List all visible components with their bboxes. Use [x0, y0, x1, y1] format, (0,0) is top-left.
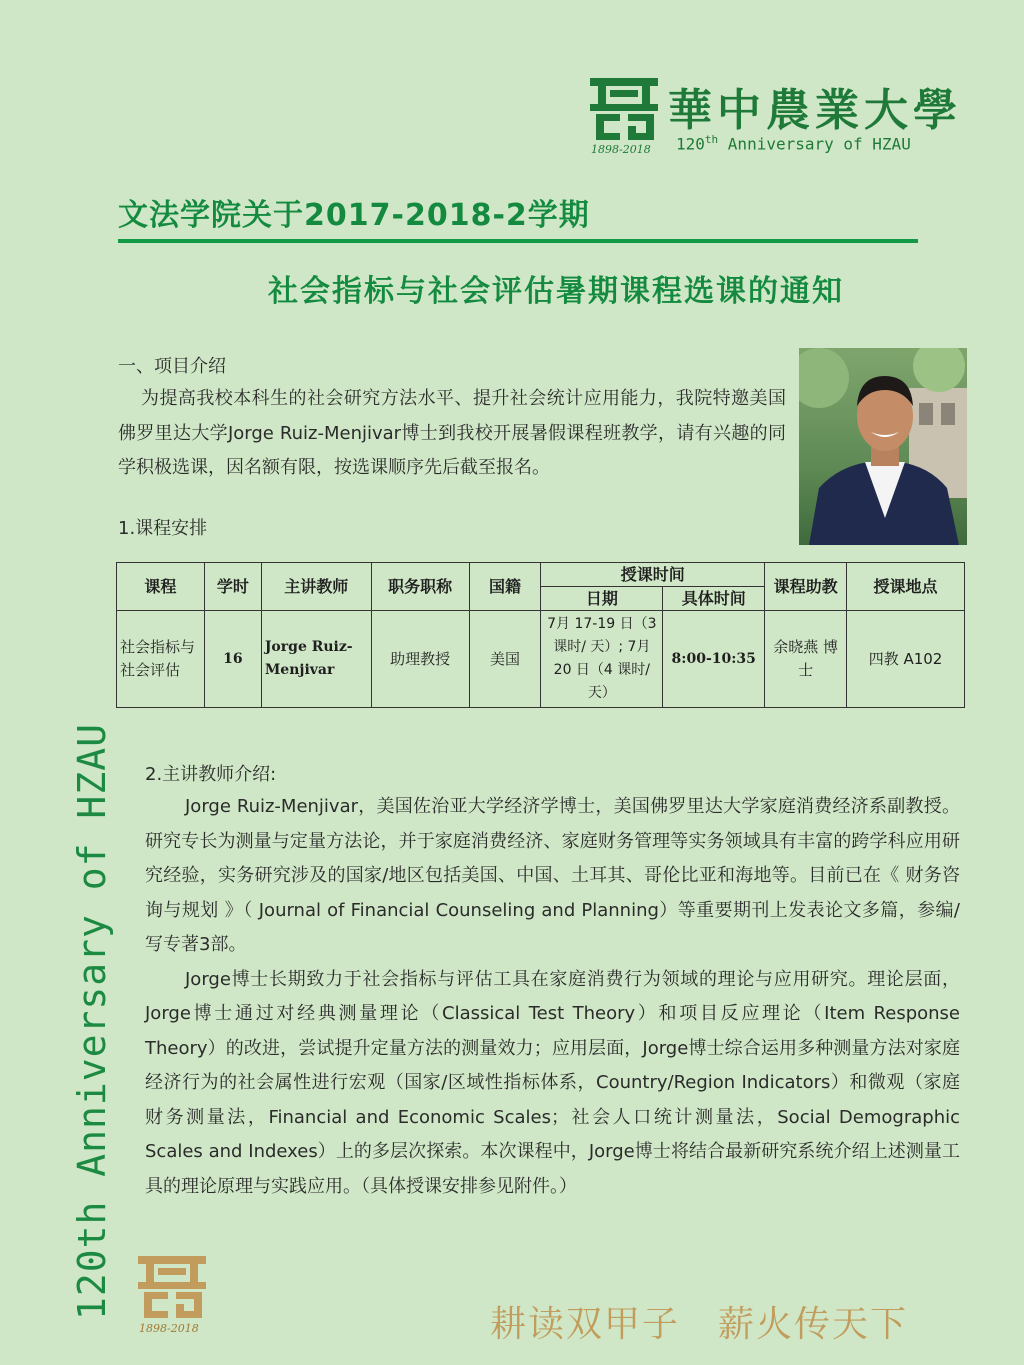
section2-heading: 2.主讲教师介绍:	[145, 764, 277, 785]
anniversary-number: 120	[676, 134, 705, 154]
cell-time-detail: 8:00-10:35	[663, 611, 765, 708]
header-teacher: 主讲教师	[261, 563, 371, 611]
side-anniversary-text: 120th Anniversary of HZAU	[70, 723, 114, 1320]
cell-hours: 16	[204, 611, 261, 708]
lecturer-bio-para1: Jorge Ruiz-Menjivar，美国佐治亚大学经济学博士，美国佛罗里达大学家庭消费经济系副教授。研究专长为测量与定量方法论，并于家庭消费经济、家庭财务管理等实务领域具有丰富的跨学科应用研究经验，实务研究涉及的国家/地区包括美国、中国、土耳其、哥伦比亚和海地等。目前已在《 财务咨询与规划 》（ Journal of Financial Counseling and Planning）等重要期刊上发表论文多篇，参编/写专著3部。	[145, 796, 960, 955]
header-time: 授课时间	[541, 563, 765, 587]
anniversary-suffix: th	[704, 133, 719, 146]
cell-course: 社会指标与社会评估	[117, 611, 205, 708]
anniversary-label	[676, 133, 911, 153]
header-title: 职务职称	[371, 563, 469, 611]
cell-location: 四教 A102	[847, 611, 965, 708]
slogan: 耕读双甲子 薪火传天下	[490, 1304, 909, 1345]
cell-assistant: 余晓燕 博 士	[765, 611, 847, 708]
title-divider	[118, 239, 918, 243]
logo-years: 1898-2018	[591, 143, 651, 156]
section1-heading: 一、项目介绍	[118, 356, 226, 377]
notice-title-line1: 文法学院关于2017-2018-2学期	[118, 198, 590, 233]
header-location: 授课地点	[847, 563, 965, 611]
header-assistant: 课程助教	[765, 563, 847, 611]
header-nationality: 国籍	[469, 563, 541, 611]
header-hours: 学时	[204, 563, 261, 611]
cell-title: 助理教授	[371, 611, 469, 708]
notice-title-line2: 社会指标与社会评估暑期课程选课的通知	[268, 274, 844, 309]
project-intro: 为提高我校本科生的社会研究方法水平、提升社会统计应用能力，我院特邀美国佛罗里达大学Jorge Ruiz-Menjivar博士到我校开展暑假课程班教学，请有兴趣的同学积极选课，因名额有限，按选课顺序先后截至报名。	[118, 388, 786, 478]
bottom-logo-icon	[136, 1254, 208, 1320]
university-logo-icon	[588, 76, 660, 142]
anniversary-text: Anniversary of HZAU	[727, 134, 911, 154]
header-time-detail: 具体时间	[663, 587, 765, 611]
header-course: 课程	[117, 563, 205, 611]
university-name: 華中農業大學	[668, 85, 962, 136]
bottom-logo-years: 1898-2018	[139, 1322, 199, 1335]
cell-teacher: Jorge Ruiz-Menjivar	[261, 611, 371, 708]
course-table	[116, 562, 965, 708]
lecturer-bio-para2: Jorge博士长期致力于社会指标与评估工具在家庭消费行为领域的理论与应用研究。理论层面，Jorge博士通过对经典测量理论（Classical Test Theory）和项目反应理论（Item Response Theory）的改进，尝试提升定量方法的测量效力；应用层面，Jorge博士综合运用多种测量方法对家庭经济行为的社会属性进行宏观（国家/区域性指标体系，Country/Region Indicators）和微观（家庭财务测量法，Financial and Economic Scales；社会人口统计测量法，Social Demographic Scales and Indexes）上的多层次探索。本次课程中，Jorge博士将结合最新研究系统介绍上述测量工具的理论原理与实践应用。（具体授课安排参见附件。）	[145, 968, 960, 1197]
lecturer-bio	[145, 790, 960, 1204]
cell-date: 7月 17-19 日（3课时/ 天）; 7月 20 日（4 课时/天）	[541, 611, 663, 708]
table-row	[117, 611, 965, 708]
header-date: 日期	[541, 587, 663, 611]
cell-nationality: 美国	[469, 611, 541, 708]
course-schedule-heading: 1.课程安排	[118, 518, 208, 539]
lecturer-photo	[799, 348, 967, 545]
